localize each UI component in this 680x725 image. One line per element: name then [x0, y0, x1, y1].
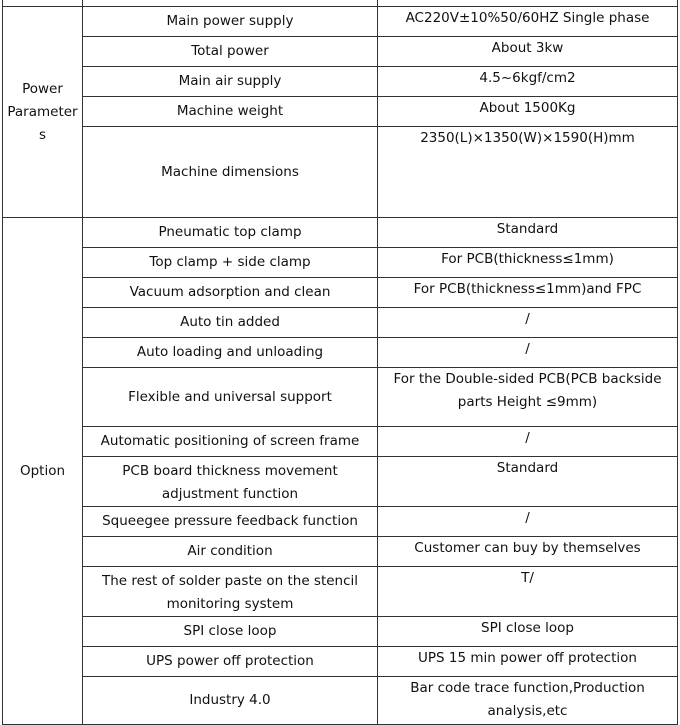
- table-row: [3, 567, 678, 617]
- item-auto-tin-added: Auto tin added: [83, 308, 378, 338]
- item-ups-protection: UPS power off protection: [83, 647, 378, 677]
- value-main-power-supply: AC220V±10%50/60HZ Single phase: [378, 7, 678, 37]
- item-machine-dimensions: Machine dimensions: [83, 127, 378, 218]
- item-solder-paste-monitoring: The rest of solder paste on the stencil monitoring system: [83, 567, 378, 617]
- table-row: [3, 308, 678, 338]
- item-total-power: Total power: [83, 37, 378, 67]
- value-pcb-thickness-adjustment: Standard: [378, 457, 678, 507]
- table-row: [3, 7, 678, 37]
- table-row: [3, 537, 678, 567]
- item-spi-close-loop: SPI close loop: [83, 617, 378, 647]
- table-row: [3, 278, 678, 308]
- table-row: [3, 338, 678, 368]
- item-pneumatic-top-clamp: Pneumatic top clamp: [83, 218, 378, 248]
- table-row: [3, 427, 678, 457]
- table-row: [3, 457, 678, 507]
- table-row: [3, 647, 678, 677]
- value-ups-protection: UPS 15 min power off protection: [378, 647, 678, 677]
- item-air-condition: Air condition: [83, 537, 378, 567]
- value-solder-paste-monitoring: T/: [378, 567, 678, 617]
- table-row: [3, 617, 678, 647]
- value-air-condition: Customer can buy by themselves: [378, 537, 678, 567]
- item-industry-4: Industry 4.0: [83, 677, 378, 725]
- item-squeegee-pressure: Squeegee pressure feedback function: [83, 507, 378, 537]
- power-parameters-group: Power Parameters: [3, 7, 83, 218]
- item-vacuum-adsorption: Vacuum adsorption and clean: [83, 278, 378, 308]
- value-auto-tin-added: /: [378, 308, 678, 338]
- item-pcb-thickness-adjustment: PCB board thickness movement adjustment function: [83, 457, 378, 507]
- table-row: [3, 67, 678, 97]
- value-industry-4: Bar code trace function,Production analysis,etc: [378, 677, 678, 725]
- value-total-power: About 3kw: [378, 37, 678, 67]
- item-automatic-positioning: Automatic positioning of screen frame: [83, 427, 378, 457]
- table-row: [3, 218, 678, 248]
- table-row: [3, 127, 678, 218]
- value-auto-loading-unloading: /: [378, 338, 678, 368]
- item-auto-loading-unloading: Auto loading and unloading: [83, 338, 378, 368]
- item-top-clamp-side-clamp: Top clamp + side clamp: [83, 248, 378, 278]
- item-main-air-supply: Main air supply: [83, 67, 378, 97]
- table-row: [3, 37, 678, 67]
- value-automatic-positioning: /: [378, 427, 678, 457]
- table-row: [3, 677, 678, 725]
- value-spi-close-loop: SPI close loop: [378, 617, 678, 647]
- value-machine-weight: About 1500Kg: [378, 97, 678, 127]
- value-vacuum-adsorption: For PCB(thickness≤1mm)and FPC: [378, 278, 678, 308]
- value-pneumatic-top-clamp: Standard: [378, 218, 678, 248]
- option-group: Option: [3, 218, 83, 725]
- value-squeegee-pressure: /: [378, 507, 678, 537]
- table-row: [3, 368, 678, 427]
- table-row: [3, 507, 678, 537]
- value-machine-dimensions: 2350(L)×1350(W)×1590(H)mm: [378, 127, 678, 218]
- value-flexible-support: For the Double-sided PCB(PCB backside parts Height ≤9mm): [378, 368, 678, 427]
- table-row: [3, 97, 678, 127]
- value-top-clamp-side-clamp: For PCB(thickness≤1mm): [378, 248, 678, 278]
- item-machine-weight: Machine weight: [83, 97, 378, 127]
- item-flexible-support: Flexible and universal support: [83, 368, 378, 427]
- item-main-power-supply: Main power supply: [83, 7, 378, 37]
- table-row: [3, 248, 678, 278]
- value-main-air-supply: 4.5~6kgf/cm2: [378, 67, 678, 97]
- spec-table: [2, 0, 678, 725]
